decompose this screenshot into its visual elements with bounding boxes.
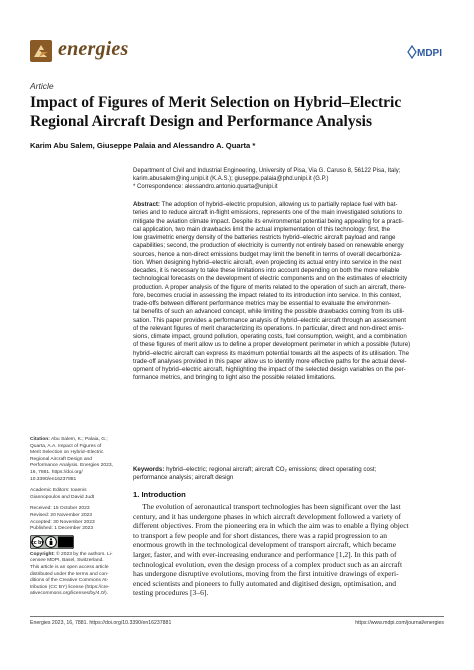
keywords-text: hybrid–electric; regional aircraft; aircraft CO₂ emissions; direct operating cost; [166,466,377,473]
keywords [133,466,449,483]
mdpi-logo-icon [406,42,444,60]
citation-line: Quarta, A.A. Impact of Figures of [30,443,102,449]
citation-line: Regional Aircraft Design and [30,456,92,462]
title-line: Regional Aircraft Design and Performance Analysis [30,113,372,130]
abstract-line: sation. This paper provides a performance analysis of hybrid–electric aircraft through an assessment [133,316,406,324]
copyright-line: censee MDPI, Basel, Switzerland. [30,558,104,564]
copyright-line: ditions of the Creative Commons At- [30,578,109,584]
abstract-line: formance metrics, and bringing to light also the possible related limitations. [133,374,336,382]
abstract-line: capabilities; second, the production of electricity is currently not entirely based on renewable energy [133,242,404,250]
journal-logo-icon [30,40,52,62]
copyright-line: This article is an open access article [30,564,109,570]
body-line: larger, faster, and with ever-increasing endurance and performance [1,2]. In this path of [133,549,397,559]
body-line: has undergone disruptive evolutions, moving from the first intuitive drawings of experi- [133,569,399,579]
citation-line: Performance Analysis. Energies 2023, [30,463,113,469]
abstract-line: fore, becomes crucial in assessing the impact related to its introduction into service. In this context, [133,291,402,299]
license-link[interactable]: ativecommons.org/licenses/by/4.0/). [30,591,109,597]
body-line: The evolution of aeronautical transport technologies has been significant over the last [133,502,401,511]
abstract-line: decades, it is necessary to take these limitations into account depending on both the more reliable [133,267,400,274]
citation-first-line [30,437,122,444]
correspondence-line[interactable]: * Correspondence: alessandro.antonio.quarta@unipi.it [133,184,278,190]
abstract-first-line [133,201,449,209]
license-link[interactable]: tribution (CC BY) license (https://cre- [30,584,110,590]
cc-by-license-icon[interactable] [30,535,74,549]
section-heading: 1. Introduction [133,490,186,499]
revised-date: Revised: 20 November 2023 [30,512,92,518]
abstract-line: trade-offs between different performance metrics may be essential to evaluate the environmen- [133,300,391,307]
published-date: Published: 1 December 2023 [30,526,94,532]
abstract-line: tion. When designing hybrid–electric aircraft, even projecting its actual entry into service in the next [133,258,402,266]
sidebar-metadata [30,437,122,598]
abstract-line: mitigate the aviation climate impact. Despite its environmental potential being appealing for a practi- [133,217,404,225]
accepted-date: Accepted: 30 November 2023 [30,519,95,525]
mdpi-logo-text: MDPI [417,48,442,59]
abstract [133,201,449,383]
body-line: enormous growth in the technological development of transport aircraft, which became [133,540,397,550]
citation-text: Abu Salem, K.; Palaia, G.; [50,437,108,442]
affiliation-line: Department of Civil and Industrial Engineering, University of Pisa, Via G. Caruso 8, 56122 Pisa, Italy; [133,168,401,174]
citation-doi-link[interactable]: 16, 7881. https://doi.org/ [30,469,83,475]
author-emails[interactable]: karim.abusalem@ing.unipi.it (K.A.S.); giuseppe.palaia@phd.unipi.it (G.P.) [133,176,329,182]
abstract-line: tal benefits of such an advanced concept, while limiting the possible drawbacks coming from its utili- [133,308,405,316]
citation-doi-link[interactable]: 10.3390/en16237881 [30,476,77,482]
copyright-text: © 2023 by the authors. Li- [56,551,113,557]
keywords-first-line [133,466,449,474]
abstract-line: technological forecasts on the development of electric components and on the estimates of electricity [133,275,408,283]
abstract-line: cal application, two main drawbacks limit the actual implementation of this technology: first, the [133,225,391,233]
abstract-line: sions, climate impact, ground pollution, operating costs, fuel consumption, weight, and a combination [133,333,407,340]
abstract-line: of these figures of merit allow us to define a proper development perimeter in which a possible (future) [133,341,411,349]
introduction-body [133,502,449,598]
citation-label: Citation: [30,437,50,442]
abstract-line: production. A proper analysis of the figure of merits related to the operation of such an aircraft, there- [133,283,407,291]
body-line: to transport a few people and for short distances, there was a rapid progression to an [133,530,387,540]
article-type: Article [30,81,54,91]
academic-editors: Giannopoulos and David Judt [30,494,95,500]
body-line: century, and it has undergone phases in which aircraft development followed a variety of [133,511,402,521]
journal-header [30,38,444,68]
keywords-label: Keywords: [133,466,165,473]
journal-name: energies [58,38,129,60]
keywords-line: performance analysis; aircraft design [133,474,234,482]
abstract-text: The adoption of hybrid–electric propulsion, allowing us to partially replace fuel with bat- [161,201,398,208]
received-date: Received: 15 October 2023 [30,506,90,512]
body-line: technological evolution, even the design process of a complex product such as an aircraft [133,559,403,569]
abstract-line: trade-off analyses provided in this paper allow us to identify more effective paths for the actual devel- [133,357,407,365]
body-line: different objectives. From the pioneering era in which the aim was to enable a flying object [133,521,409,531]
footer-divider [30,616,444,617]
abstract-line: of the relevant figures of merit characterizing its operations. In particular, direct and non-direct emis- [133,324,404,332]
abstract-line: hybrid–electric aircraft can express its maximum potential towards all the aspects of its utilisation. The [133,349,409,357]
academic-editors: Academic Editors: Ioannis [30,488,87,494]
body-line: enced scientists and pioneers to fully automated and digitised design, optimisation, and [133,578,397,588]
cc-badge-text: cc by [30,539,45,546]
body-line: testing procedures [3–6]. [133,588,209,598]
copyright-line: distributed under the terms and con- [30,571,109,577]
footer-journal-url[interactable]: https://www.mdpi.com/journal/energies [355,620,444,626]
abstract-line: opment of hybrid–electric aircraft, highlighting the impact of the selected design variables on the per- [133,366,406,373]
affiliations [133,167,449,191]
abstract-line: sources, hence a non-direct emissions budget may limit the benefit in terms of overall decarboniza- [133,250,402,258]
copyright-label: Copyright: [30,551,55,557]
abstract-line: low gravimetric energy density of the batteries restricts hybrid–electric aircraft payload and range [133,234,396,241]
paper-title [30,93,450,131]
author-list: Karim Abu Salem, Giuseppe Palaia and Alessandro A. Quarta * [30,141,256,150]
title-line: Impact of Figures of Merit Selection on Hybrid–Electric [30,94,402,111]
citation-line: Merit Selection on Hybrid–Electric [30,450,104,456]
abstract-label: Abstract: [133,201,160,208]
footer-citation[interactable]: Energies 2023, 16, 7881. https://doi.org/10.3390/en16237881 [30,620,172,626]
abstract-line: teries and to reduce aircraft in-flight emissions, represents one of the main investigated solutions to [133,209,402,217]
